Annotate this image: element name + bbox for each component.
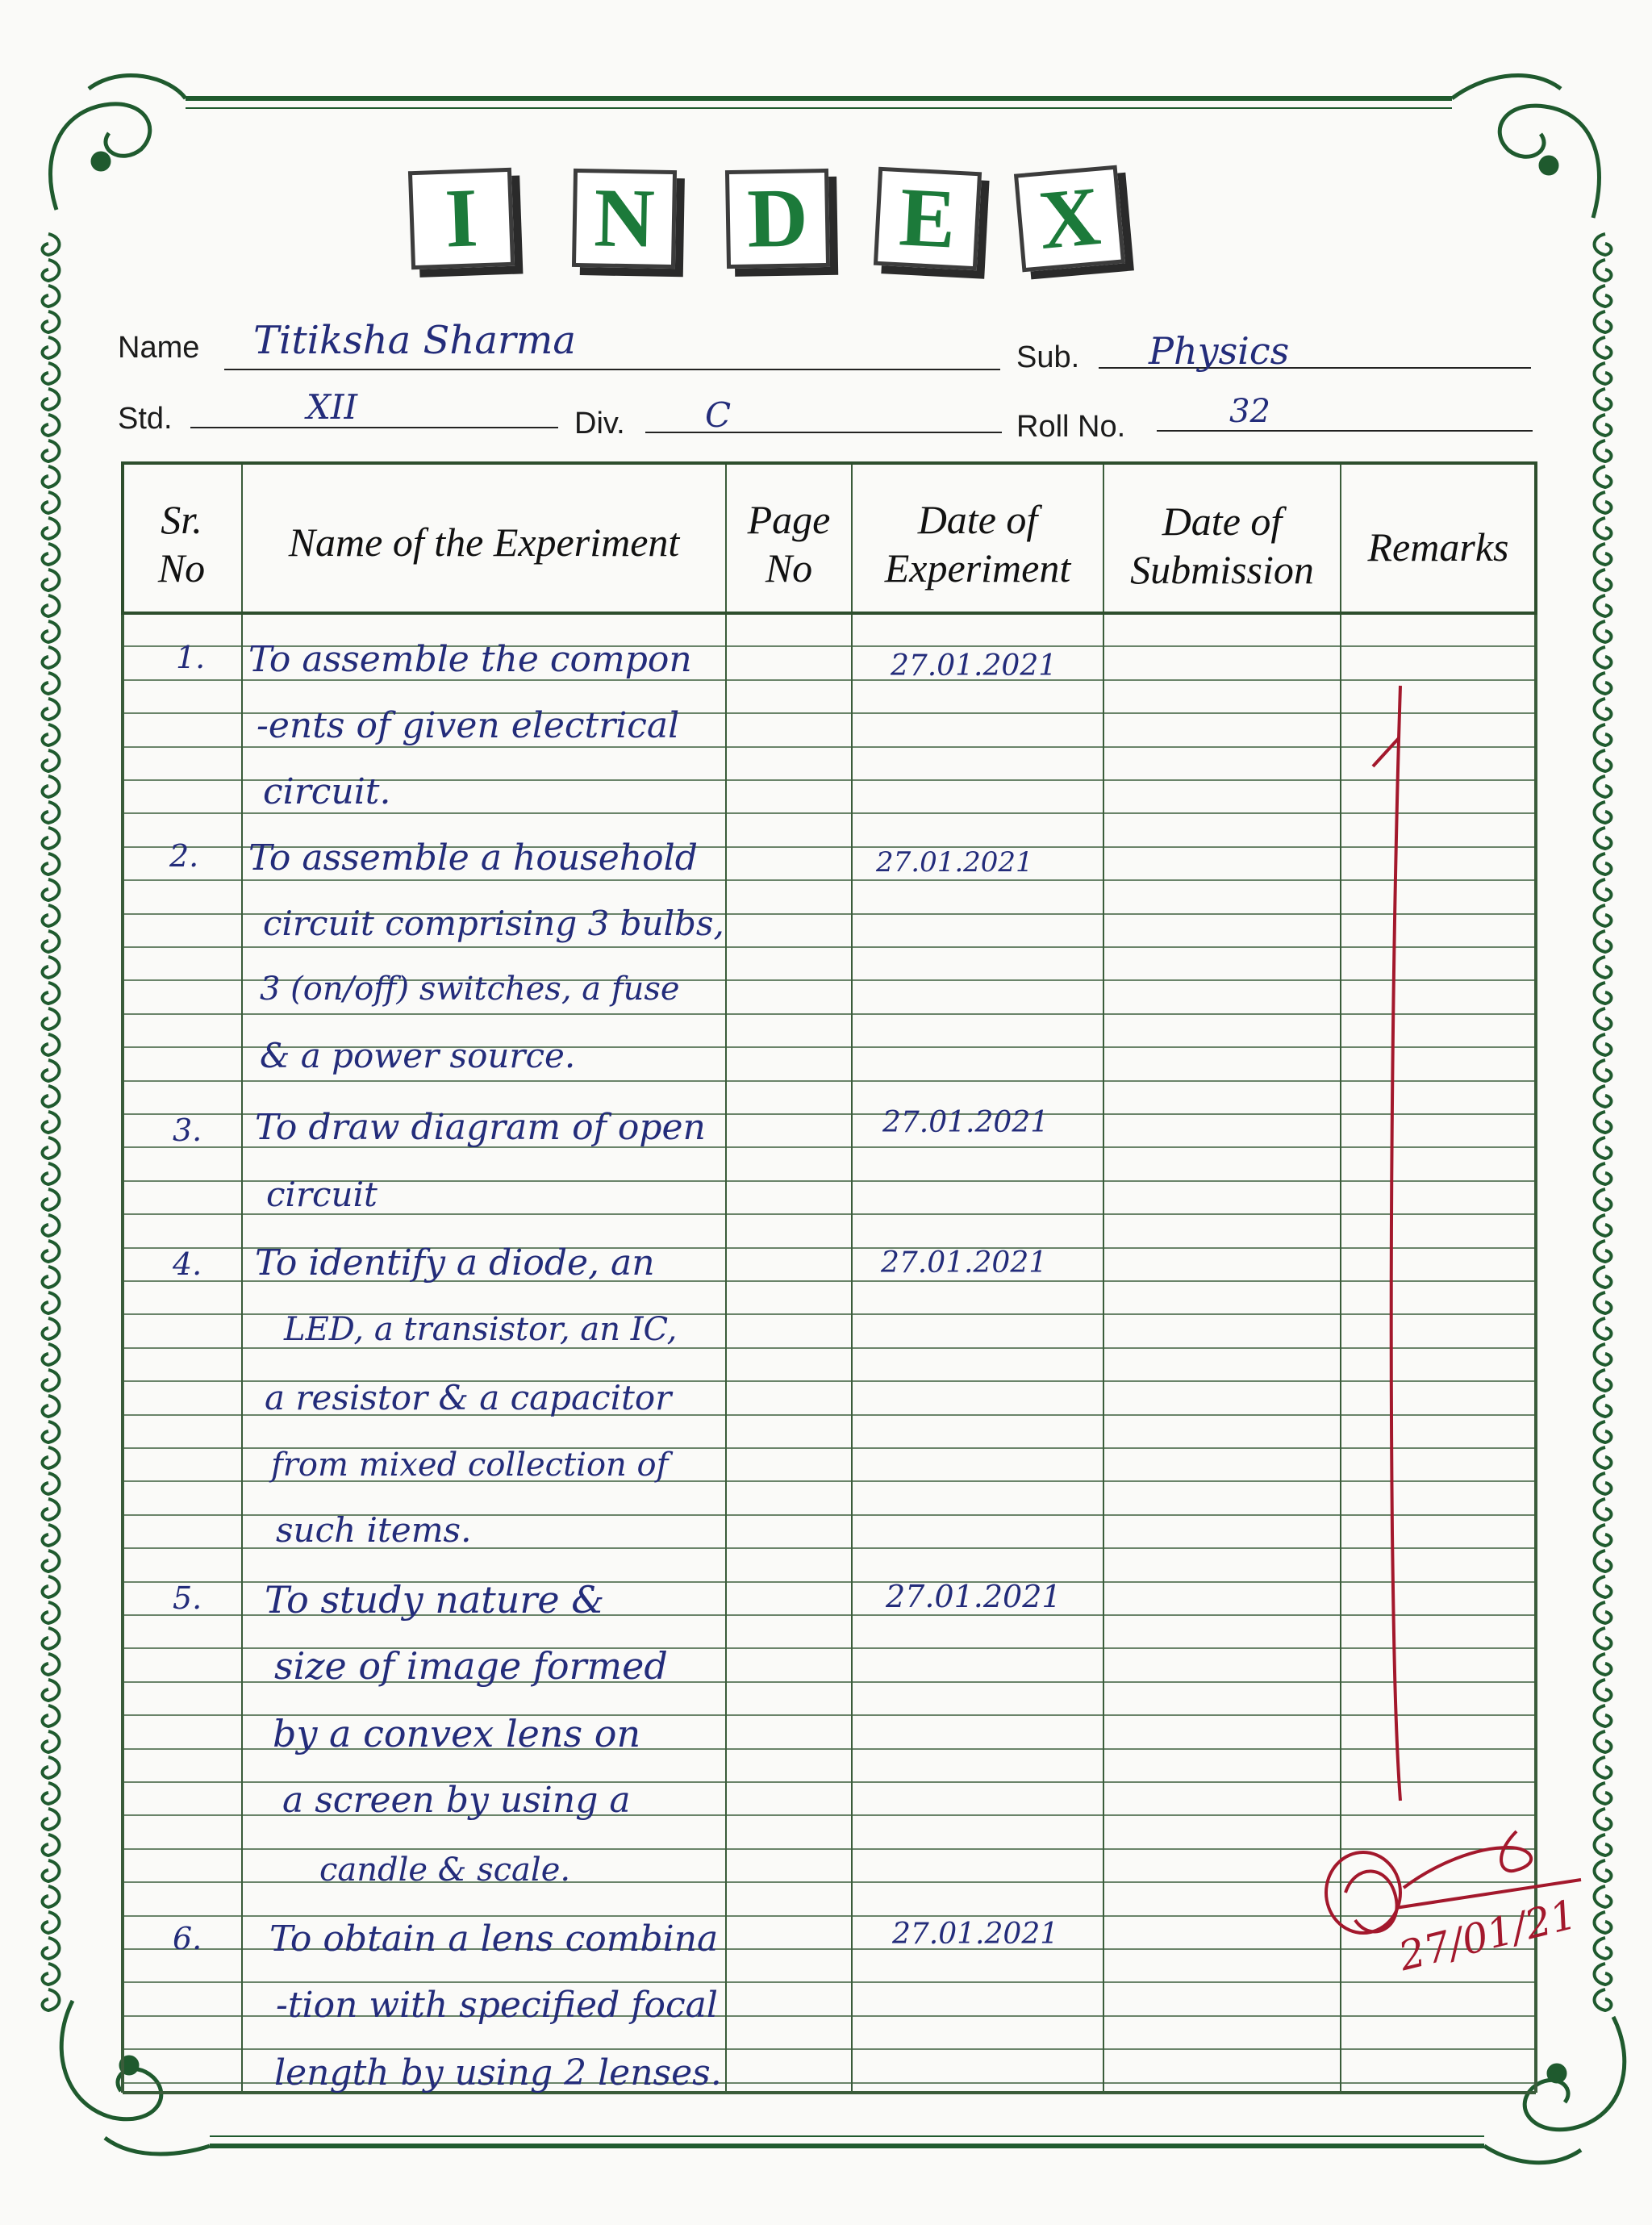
- row-1-line-1: To assemble the compon: [248, 639, 692, 680]
- row-4-line-3: a resistor & a capacitor: [265, 1378, 672, 1417]
- row-3-line-1: To draw diagram of open: [255, 1107, 706, 1148]
- student-name-value: Titiksha Sharma: [253, 318, 577, 363]
- roll-no-value: 32: [1229, 393, 1270, 430]
- std-label: Std.: [118, 402, 173, 436]
- header-sr-line-2: No: [157, 545, 206, 591]
- row-4-date: 27.01.2021: [881, 1246, 1048, 1279]
- subject-value: Physics: [1149, 329, 1290, 373]
- index-letter-4: E: [874, 167, 982, 271]
- header-page-line-2: No: [765, 545, 813, 591]
- index-letter-1: I: [408, 168, 515, 269]
- header-date-exp-line-2: Experiment: [884, 545, 1071, 591]
- row-5-date: 27.01.2021: [886, 1579, 1062, 1614]
- row-5-line-2: size of image formed: [274, 1644, 668, 1688]
- row-5-line-3: by a convex lens on: [273, 1712, 641, 1755]
- row-6-line-3: length by using 2 lenses.: [274, 2052, 722, 2094]
- row-6-date: 27.01.2021: [892, 1918, 1059, 1951]
- row-1-line-3: circuit.: [263, 771, 391, 812]
- remarks-check-line: [1391, 686, 1400, 1801]
- row-6-sr: 6.: [173, 1921, 202, 1956]
- row-2-line-2: circuit comprising 3 bulbs,: [263, 904, 724, 943]
- row-5-line-4: a screen by using a: [282, 1780, 631, 1821]
- div-value: C: [705, 395, 732, 435]
- row-6-line-1: To obtain a lens combina: [269, 1918, 719, 1960]
- row-1-line-2: -ents of given electrical: [257, 705, 680, 746]
- row-4-line-2: LED, a transistor, an IC,: [284, 1311, 678, 1348]
- row-4-line-5: such items.: [276, 1510, 472, 1550]
- header-experiment-line-1: Name of the Experiment: [288, 520, 680, 565]
- row-1-sr: 1.: [176, 640, 206, 675]
- row-2-sr: 2.: [169, 838, 199, 874]
- header-date-exp-line-1: Date of: [917, 497, 1038, 542]
- signature-date: 27/01/21: [1394, 1890, 1582, 1981]
- row-5-line-1: To study nature &: [265, 1578, 605, 1622]
- row-4-line-4: from mixed collection of: [271, 1446, 669, 1484]
- header-page-line-1: Page: [747, 497, 831, 542]
- row-5-sr: 5.: [173, 1580, 202, 1616]
- row-1-date: 27.01.2021: [891, 649, 1058, 683]
- row-2-line-3: 3 (on/off) switches, a fuse: [260, 971, 680, 1008]
- row-2-date: 27.01.2021: [876, 846, 1033, 879]
- row-3-sr: 3.: [173, 1112, 202, 1148]
- div-label: Div.: [574, 407, 625, 440]
- header-date-sub-line-1: Date of: [1162, 499, 1283, 544]
- row-5-line-5: candle & scale.: [319, 1851, 571, 1889]
- header-remarks-line-1: Remarks: [1367, 524, 1509, 570]
- header-sr-line-1: Sr.: [161, 497, 202, 542]
- std-value: XII: [307, 387, 358, 427]
- name-label: Name: [118, 331, 200, 365]
- row-2-line-4: & a power source.: [260, 1036, 576, 1075]
- index-letter-5: X: [1014, 165, 1125, 273]
- row-2-line-1: To assemble a household: [248, 837, 698, 879]
- index-letter-3: D: [725, 169, 830, 269]
- row-6-line-2: -tion with specified focal: [276, 1985, 718, 2026]
- remarks-check-tick: [1373, 738, 1399, 766]
- roll-label: Roll No.: [1016, 410, 1126, 444]
- row-3-line-2: circuit: [266, 1175, 378, 1214]
- row-4-line-1: To identify a diode, an: [255, 1242, 655, 1284]
- header-date-sub-line-2: Submission: [1130, 547, 1314, 592]
- row-3-date: 27.01.2021: [882, 1106, 1049, 1139]
- subject-label: Sub.: [1016, 340, 1080, 374]
- index-letter-2: N: [572, 169, 677, 269]
- row-4-sr: 4.: [173, 1246, 202, 1282]
